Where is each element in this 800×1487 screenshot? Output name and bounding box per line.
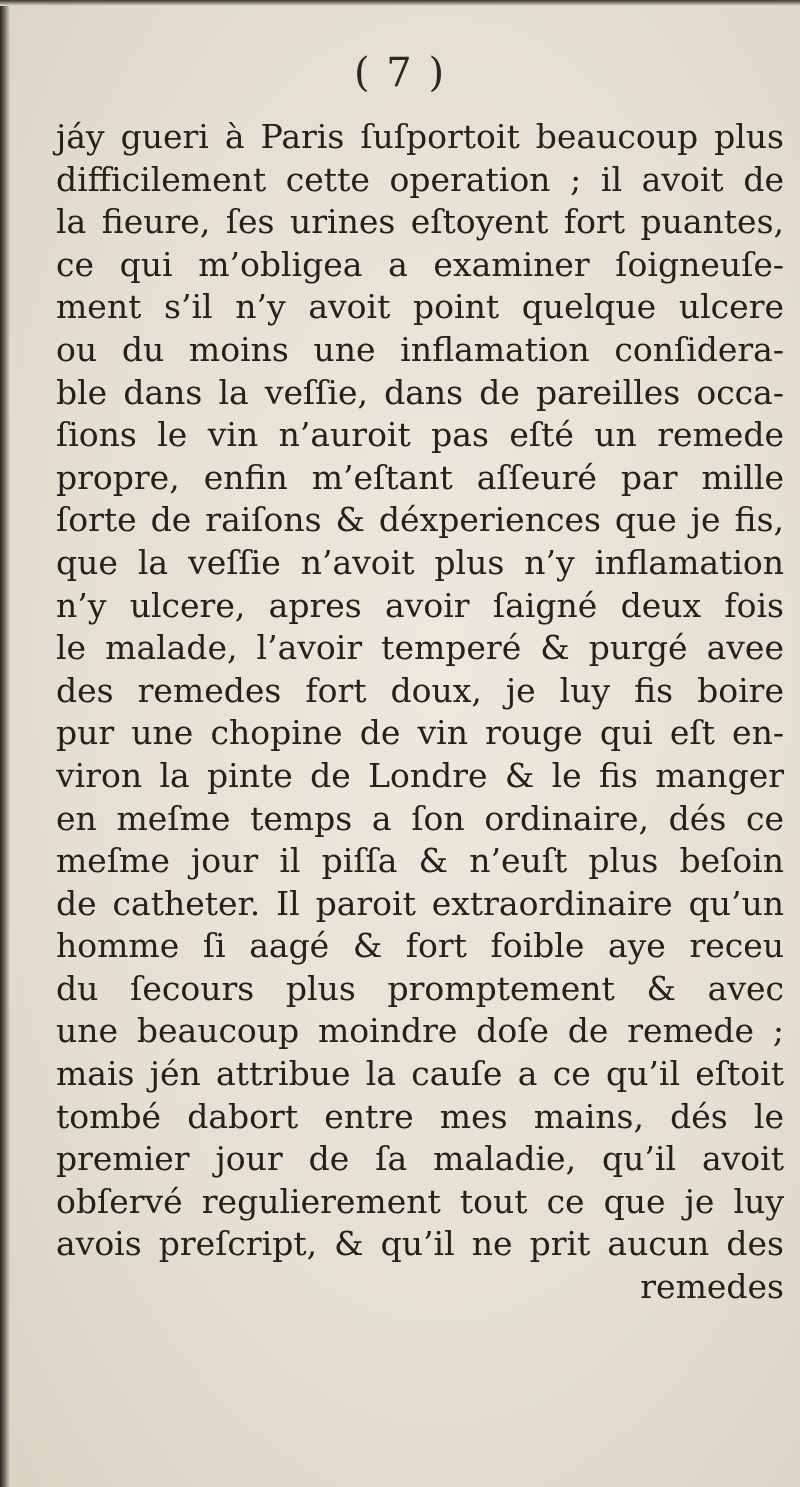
catchword: remedes	[640, 1267, 784, 1307]
text-line: difficilement cette operation ; il avoit de	[56, 159, 784, 199]
text-line: ment s’il n’y avoit point quelque ulcere	[56, 287, 784, 327]
text-line: de catheter. Il paroit extraordinaire qu’un	[56, 883, 784, 923]
text-line: ble dans la veſſie, dans de pareilles occa-	[56, 372, 784, 412]
text-line: une beaucoup moindre doſe de remede ;	[56, 1011, 784, 1051]
page-top-edge	[0, 0, 800, 6]
text-line: obſervé regulierement tout ce que je luy	[56, 1181, 784, 1221]
text-line: viron la pinte de Londre & le fis manger	[56, 755, 784, 795]
text-line: n’y ulcere, apres avoir ſaigné deux fois	[56, 585, 784, 625]
body-text	[56, 116, 784, 1309]
text-line: du ſecours plus promptement & avec	[56, 968, 784, 1008]
text-line: ſions le vin n’auroit pas eſté un remede	[56, 415, 784, 455]
text-line: tombé dabort entre mes mains, dés le	[56, 1096, 784, 1136]
page-binding-edge	[0, 0, 10, 1487]
text-line: en meſme temps a ſon ordinaire, dés ce	[56, 798, 784, 838]
text-line: homme ſi aagé & fort foible aye receu	[56, 926, 784, 966]
text-line: ce qui m’obligea a examiner ſoigneuſe-	[56, 244, 784, 284]
text-line: la fieure, ſes urines eſtoyent fort puantes,	[56, 202, 784, 242]
text-line: mais jén attribue la cauſe a ce qu’il eſtoit	[56, 1054, 784, 1094]
text-line: premier jour de ſa maladie, qu’il avoit	[56, 1139, 784, 1179]
text-line: pur une chopine de vin rouge qui eſt en-	[56, 713, 784, 753]
text-line: que la veſſie n’avoit plus n’y inflamation	[56, 542, 784, 582]
text-line: avois preſcript, & qu’il ne prit aucun des	[56, 1224, 784, 1264]
text-line: jáy gueri à Paris ſuſportoit beaucoup plus	[56, 117, 784, 156]
text-line: des remedes fort doux, je luy fis boire	[56, 670, 784, 710]
text-line: propre, enfin m’eſtant aſſeuré par mille	[56, 457, 784, 497]
text-line: ou du moins une inflamation conſidera-	[56, 329, 784, 369]
page-number: ( 7 )	[353, 50, 447, 96]
text-line: meſme jour il piſſa & n’euſt plus beſoin	[56, 841, 784, 881]
text-line: ſorte de raiſons & déxperiences que je fis,	[56, 500, 784, 540]
text-line: le malade, l’avoir temperé & purgé avee	[56, 628, 784, 668]
